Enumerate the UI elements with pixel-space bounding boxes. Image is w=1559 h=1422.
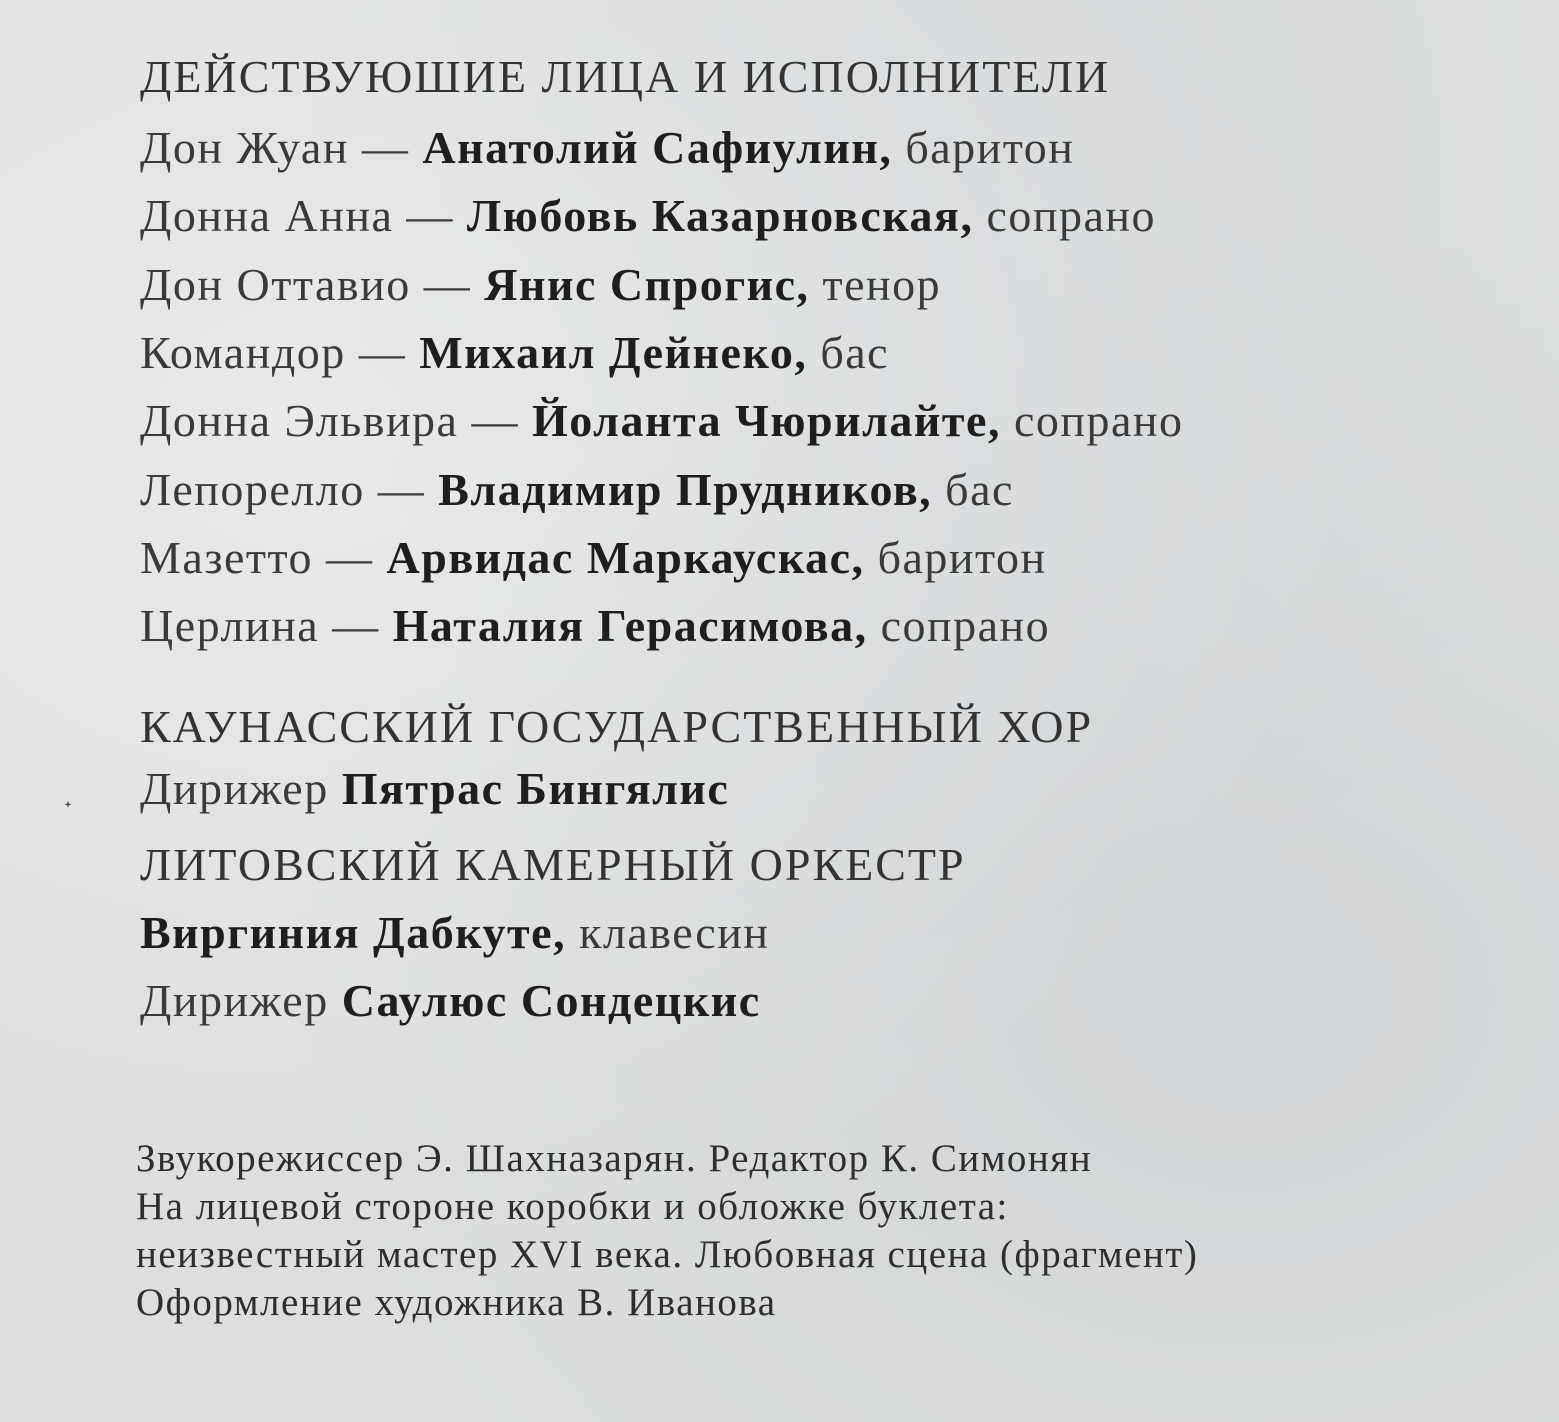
- voice-type: бас: [807, 327, 890, 378]
- cast-heading: ДЕЙСТВУЮШИЕ ЛИЦА И ИСПОЛНИТЕЛИ: [140, 51, 1111, 102]
- choir-title: КАУНАССКИЙ ГОСУДАРСТВЕННЫЙ ХОР: [140, 701, 1094, 752]
- role-name: Дон Жуан —: [140, 122, 423, 173]
- voice-type: тенор: [809, 259, 942, 310]
- conductor-name: Пятрас Бингялис: [341, 763, 730, 814]
- cast-row-masetto: [140, 531, 1047, 584]
- harpsichordist-name: Виргиния Дабкуте,: [140, 907, 567, 958]
- role-name: Донна Эльвира —: [140, 395, 532, 446]
- performer-name: Йоланта Чюрилайте,: [531, 395, 1001, 446]
- credit-line: Оформление художника В. Иванова: [136, 1281, 777, 1324]
- credit-line: неизвестный мастер XVI века. Любовная сцена (фрагмент): [136, 1233, 1199, 1276]
- role-name: Церлина —: [140, 600, 393, 651]
- orchestra-title: ЛИТОВСКИЙ КАМЕРНЫЙ ОРКЕСТР: [140, 839, 966, 890]
- performer-name: Анатолий Сафиулин,: [422, 122, 893, 173]
- voice-type: бас: [932, 464, 1014, 515]
- performer-name: Арвидас Маркаускас,: [386, 532, 865, 583]
- performer-name: Любовь Казарновская,: [466, 190, 974, 241]
- conductor-label: Дирижер: [140, 975, 342, 1026]
- credit-line: Звукорежиссер Э. Шахназарян. Редактор К. Симонян: [136, 1137, 1093, 1180]
- role-name: Донна Анна —: [140, 190, 467, 241]
- cast-row-zerlina: [140, 599, 1050, 652]
- performer-name: Янис Спрогис,: [484, 259, 810, 310]
- conductor-name: Саулюс Сондецкис: [341, 975, 761, 1026]
- performer-name: Михаил Дейнеко,: [419, 327, 808, 378]
- role-name: Мазетто —: [140, 532, 387, 583]
- performer-name: Владимир Прудников,: [438, 464, 933, 515]
- voice-type: баритон: [864, 532, 1047, 583]
- voice-type: сопрано: [867, 600, 1051, 651]
- voice-type: сопрано: [973, 190, 1157, 241]
- cast-row-leporello: [140, 463, 1014, 516]
- role-name: Дон Оттавио —: [140, 259, 485, 310]
- cast-row-donna-anna: [140, 189, 1156, 242]
- production-credits: [136, 1135, 1198, 1327]
- performer-name: Наталия Герасимова,: [392, 600, 868, 651]
- instrument-label: клавесин: [566, 907, 770, 958]
- cast-row-don-ottavio: [140, 258, 941, 311]
- harpsichord-credit: [140, 906, 769, 959]
- choir-conductor: [140, 762, 729, 815]
- voice-type: баритон: [892, 122, 1075, 173]
- cast-row-donna-elvira: [140, 394, 1184, 447]
- print-speck: ᐩ: [64, 798, 72, 820]
- credit-line: На лицевой стороне коробки и обложке буклета:: [136, 1185, 1009, 1228]
- cast-row-don-juan: [140, 121, 1074, 174]
- conductor-label: Дирижер: [140, 763, 342, 814]
- voice-type: сопрано: [1000, 395, 1184, 446]
- role-name: Командор —: [140, 327, 420, 378]
- role-name: Лепорелло —: [140, 464, 439, 515]
- cast-row-commendatore: [140, 326, 889, 379]
- orchestra-conductor: [140, 974, 761, 1027]
